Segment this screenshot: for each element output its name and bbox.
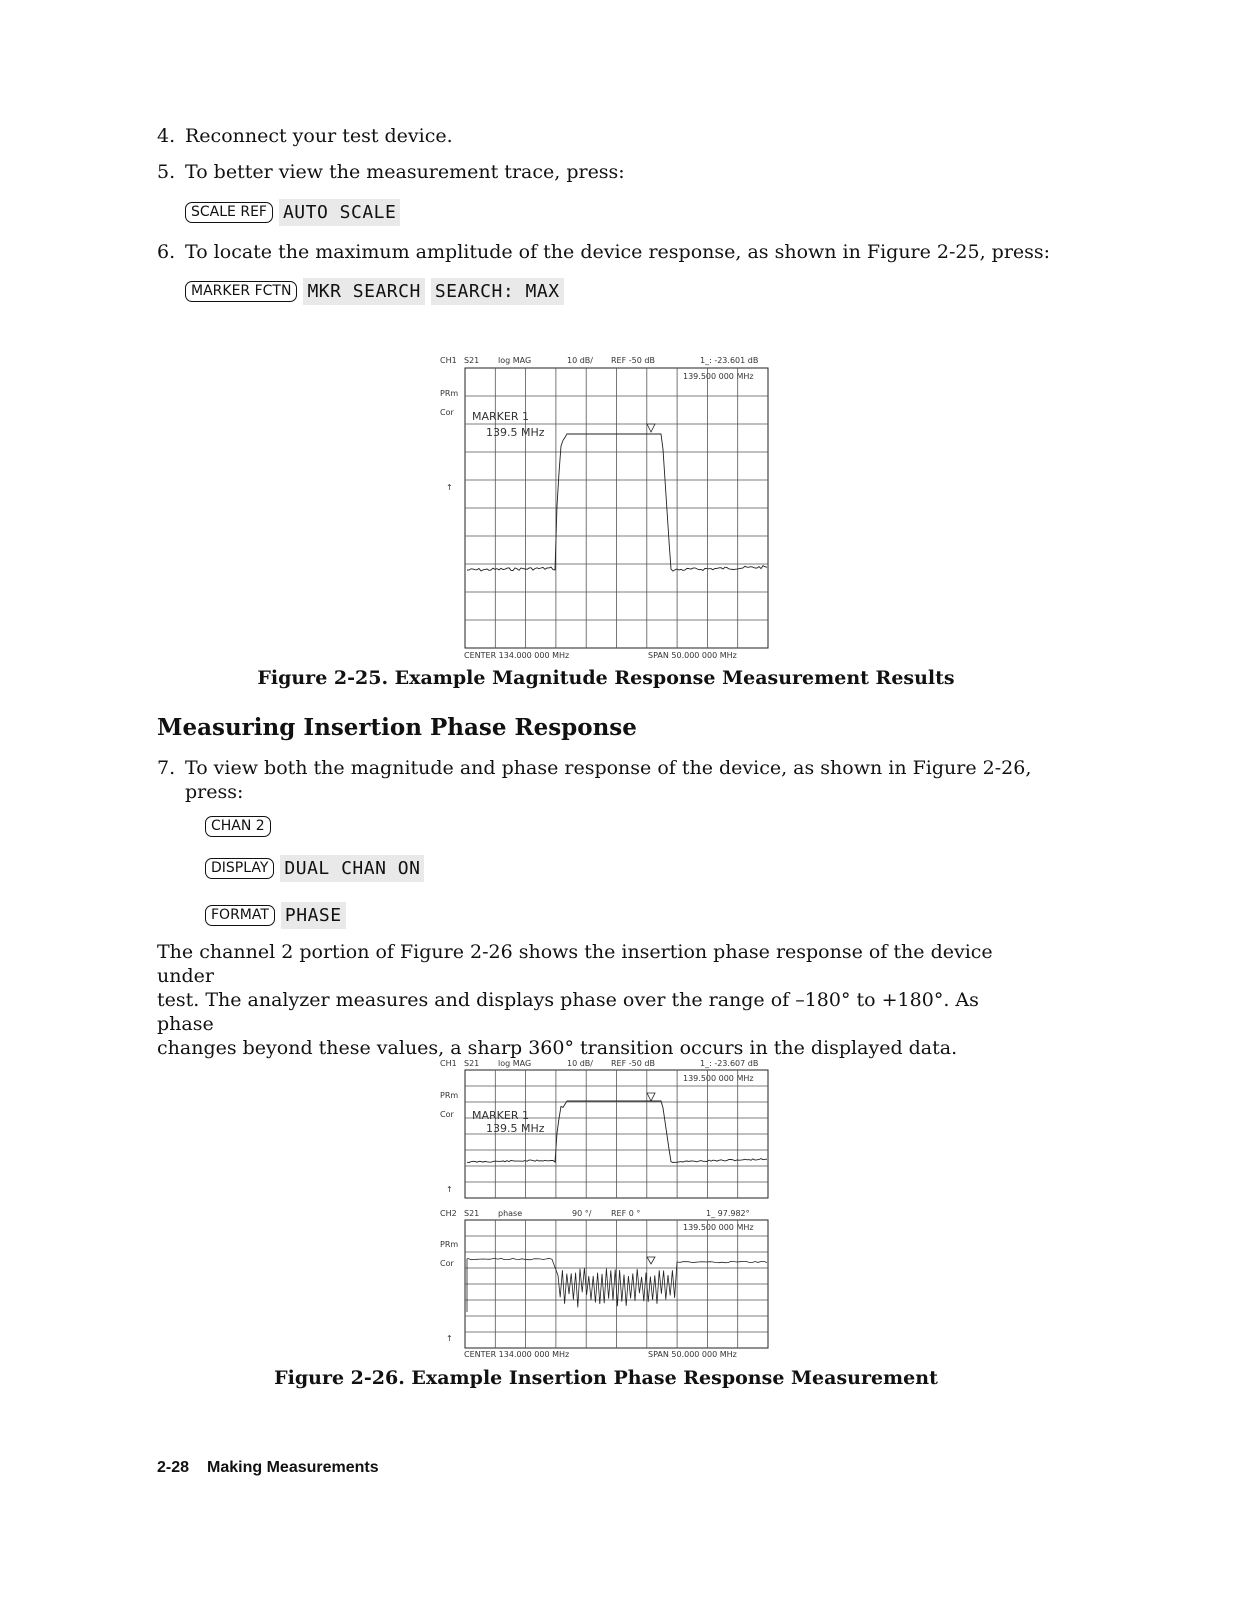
dual-channel-plot: [436, 1055, 781, 1361]
ch2-side-label-cor: Cor: [440, 1259, 454, 1268]
ch1-reference-arrow-icon: ↑: [446, 1185, 453, 1194]
ch2-graticule-grid: [465, 1220, 768, 1348]
ch1-marker-value-readout: 1_: -23.607 dB: [700, 1059, 759, 1068]
step-7: [157, 756, 1031, 780]
center-frequency-label: CENTER 134.000 000 MHz: [464, 651, 570, 660]
figure-2-26-caption: Figure 2-26. Example Insertion Phase Response Measurement: [274, 1367, 938, 1389]
marker-fctn-hardkey: MARKER FCTN: [185, 281, 297, 302]
step-text: To view both the magnitude and phase response of the device, as shown in Figure 2-26,: [185, 757, 1032, 779]
key-sequence-step6: [185, 278, 564, 308]
channel-label: CH1: [440, 356, 457, 365]
key-sequence-step5: [185, 199, 400, 229]
paragraph-line: changes beyond these values, a sharp 360° transition occurs in the displayed data.: [157, 1037, 958, 1059]
marker-box-title: MARKER 1: [472, 1109, 529, 1122]
ch1-scale-label: 10 dB/: [567, 1059, 593, 1068]
marker-box-frequency: 139.5 MHz: [486, 426, 545, 439]
search-max-softkey: SEARCH: MAX: [431, 278, 564, 305]
ch2-param-label: S21: [464, 1209, 480, 1218]
side-label-prm: PRm: [440, 389, 459, 398]
ch2-reference-arrow-icon: ↑: [446, 1334, 453, 1343]
ch1-marker-1-icon: [647, 1093, 655, 1101]
step-number: 6.: [157, 241, 176, 263]
scale-ref-hardkey: SCALE REF: [185, 202, 273, 223]
span-label: SPAN 50.000 000 MHz: [648, 651, 737, 660]
chan-2-hardkey: CHAN 2: [205, 816, 271, 837]
marker-1-icon: [647, 424, 655, 432]
format-hardkey: FORMAT: [205, 905, 275, 926]
section-heading: Measuring Insertion Phase Response: [157, 714, 637, 741]
ch1-format-label: log MAG: [498, 1059, 532, 1068]
ch1-reference-label: REF -50 dB: [611, 1059, 655, 1068]
display-hardkey: DISPLAY: [205, 858, 274, 879]
ch1-marker-frequency-readout: 139.500 000 MHz: [683, 1074, 754, 1083]
step-number: 4.: [157, 125, 176, 147]
ch1-param-label: S21: [464, 1059, 480, 1068]
footer-section-title: Making Measurements: [207, 1459, 379, 1476]
ch1-side-label-cor: Cor: [440, 1110, 454, 1119]
phase-softkey: PHASE: [281, 902, 346, 929]
marker-box-title: MARKER 1: [472, 410, 529, 423]
ch2-marker-frequency-readout: 139.500 000 MHz: [683, 1223, 754, 1232]
mkr-search-softkey: MKR SEARCH: [303, 278, 424, 305]
step-text: To better view the measurement trace, press:: [185, 161, 625, 183]
ch2-scale-label: 90 °/: [572, 1209, 592, 1218]
ch1-channel-label: CH1: [440, 1059, 457, 1068]
ch2-marker-1-icon: [647, 1257, 655, 1264]
dual-chan-on-softkey: DUAL CHAN ON: [280, 855, 424, 882]
reference-label: REF -50 dB: [611, 356, 655, 365]
reference-arrow-icon: ↑: [446, 483, 453, 492]
span-label: SPAN 50.000 000 MHz: [648, 1350, 737, 1359]
format-label: log MAG: [498, 356, 532, 365]
center-frequency-label: CENTER 134.000 000 MHz: [464, 1350, 570, 1359]
param-label: S21: [464, 356, 480, 365]
figure-2-25-caption: Figure 2-25. Example Magnitude Response Measurement Results: [257, 667, 955, 689]
key-sequence-chan2: [205, 816, 271, 846]
ch2-reference-label: REF 0 °: [611, 1209, 641, 1218]
ch2-phase-trace: [467, 1258, 767, 1312]
step-4: [157, 124, 453, 148]
key-sequence-format: [205, 902, 346, 932]
ch2-format-label: phase: [498, 1209, 523, 1218]
page-footer: [157, 1459, 379, 1477]
marker-box-frequency: 139.5 MHz: [486, 1122, 545, 1135]
step-6: [157, 240, 1050, 264]
scale-label: 10 dB/: [567, 356, 593, 365]
page-number: 2-28: [157, 1459, 190, 1476]
step-number: 5.: [157, 161, 176, 183]
ch1-side-label-prm: PRm: [440, 1091, 459, 1100]
step-text: Reconnect your test device.: [185, 125, 453, 147]
ch2-marker-value-readout: 1_ 97.982°: [706, 1209, 750, 1218]
paragraph-line: The channel 2 portion of Figure 2-26 shows the insertion phase response of the device under: [157, 941, 993, 987]
step-5: [157, 160, 625, 184]
side-label-cor: Cor: [440, 408, 454, 417]
step-number: 7.: [157, 757, 176, 779]
auto-scale-softkey: AUTO SCALE: [279, 199, 400, 226]
magnitude-response-plot: [436, 352, 781, 664]
paragraph-line: test. The analyzer measures and displays phase over the range of –180° to +180°. As phase: [157, 989, 979, 1035]
magnitude-trace: [467, 434, 767, 571]
step-7-continuation: press:: [185, 781, 244, 803]
marker-value-readout: 1_: -23.601 dB: [700, 356, 759, 365]
marker-frequency-readout: 139.500 000 MHz: [683, 372, 754, 381]
body-paragraph: [157, 940, 1037, 1060]
step-text: To locate the maximum amplitude of the device response, as shown in Figure 2-25, press:: [185, 241, 1051, 263]
ch2-side-label-prm: PRm: [440, 1240, 459, 1249]
ch2-channel-label: CH2: [440, 1209, 457, 1218]
key-sequence-display: [205, 855, 424, 885]
